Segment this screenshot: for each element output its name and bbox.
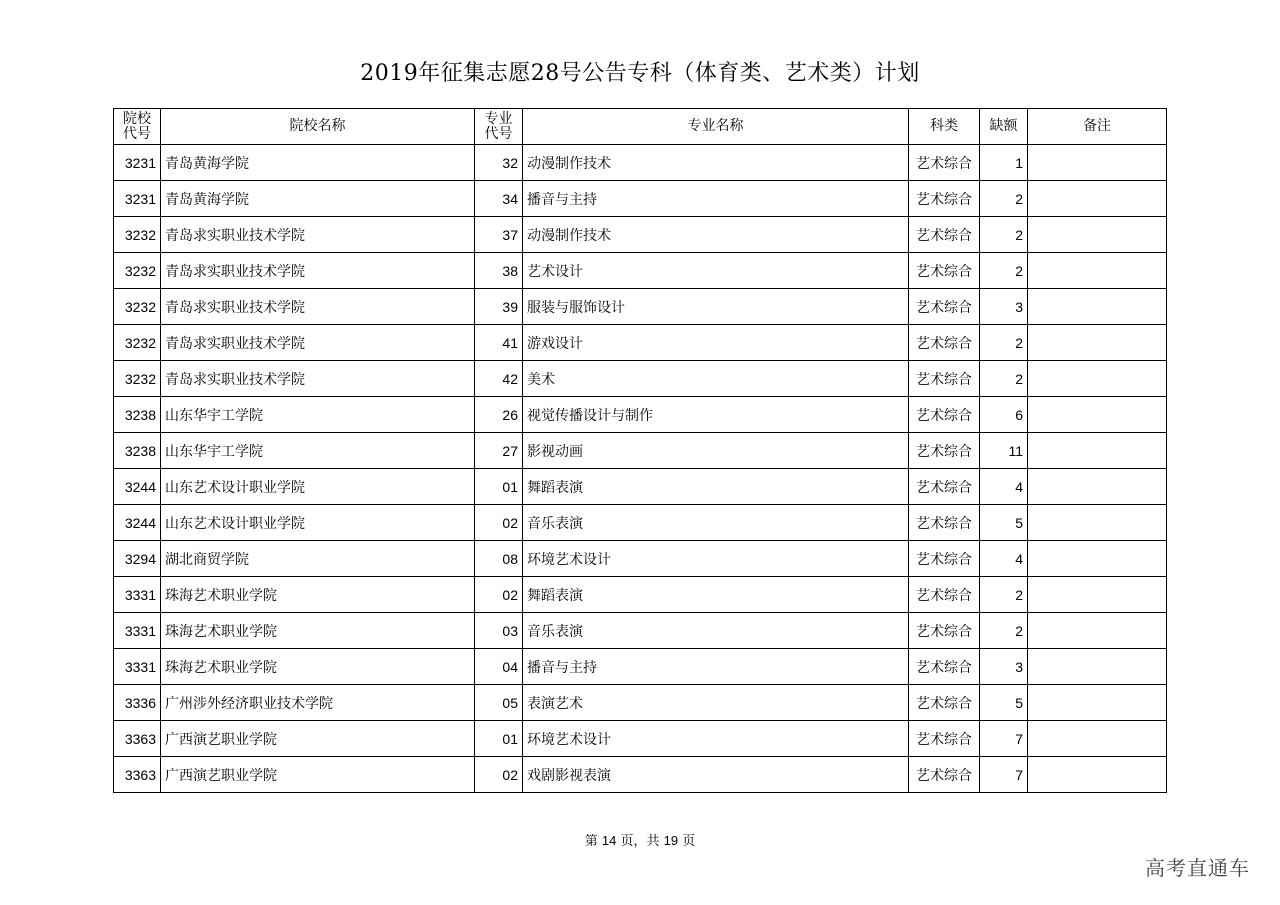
- cell-major-name: 环境艺术设计: [523, 721, 909, 757]
- table-row: [114, 541, 1167, 577]
- cell-vacancies: 6: [980, 397, 1028, 433]
- cell-category: 艺术综合: [909, 361, 980, 397]
- cell-school-code: 3238: [114, 433, 161, 469]
- cell-major-name: 音乐表演: [523, 505, 909, 541]
- header-major-code-line1: 专业: [484, 110, 513, 127]
- cell-category: 艺术综合: [909, 721, 980, 757]
- footer-total-pages: 19: [663, 833, 679, 848]
- header-remarks: 备注: [1028, 109, 1167, 145]
- cell-major-code: 34: [475, 181, 523, 217]
- cell-vacancies: 5: [980, 505, 1028, 541]
- cell-school-name: 珠海艺术职业学院: [161, 649, 475, 685]
- cell-school-name: 山东艺术设计职业学院: [161, 469, 475, 505]
- cell-major-name: 动漫制作技术: [523, 145, 909, 181]
- cell-major-code: 03: [475, 613, 523, 649]
- table-body: [114, 145, 1167, 793]
- header-major-code-line2: 代号: [484, 125, 513, 142]
- cell-remarks: [1028, 145, 1167, 181]
- cell-major-code: 32: [475, 145, 523, 181]
- table-header-row: [114, 109, 1167, 145]
- cell-remarks: [1028, 289, 1167, 325]
- cell-school-code: 3331: [114, 577, 161, 613]
- cell-remarks: [1028, 217, 1167, 253]
- page-footer: [0, 830, 1280, 849]
- cell-major-code: 39: [475, 289, 523, 325]
- cell-remarks: [1028, 721, 1167, 757]
- cell-major-name: 音乐表演: [523, 613, 909, 649]
- cell-school-name: 青岛求实职业技术学院: [161, 325, 475, 361]
- footer-middle: 页，共: [620, 834, 660, 849]
- cell-category: 艺术综合: [909, 325, 980, 361]
- cell-remarks: [1028, 181, 1167, 217]
- cell-category: 艺术综合: [909, 577, 980, 613]
- cell-school-name: 珠海艺术职业学院: [161, 613, 475, 649]
- cell-major-name: 艺术设计: [523, 253, 909, 289]
- cell-major-name: 播音与主持: [523, 181, 909, 217]
- cell-major-name: 播音与主持: [523, 649, 909, 685]
- cell-school-code: 3232: [114, 217, 161, 253]
- table-row: [114, 577, 1167, 613]
- cell-major-code: 27: [475, 433, 523, 469]
- cell-remarks: [1028, 469, 1167, 505]
- cell-vacancies: 7: [980, 721, 1028, 757]
- table-row: [114, 757, 1167, 793]
- cell-remarks: [1028, 541, 1167, 577]
- cell-remarks: [1028, 325, 1167, 361]
- cell-category: 艺术综合: [909, 253, 980, 289]
- cell-school-name: 广西演艺职业学院: [161, 757, 475, 793]
- cell-vacancies: 2: [980, 253, 1028, 289]
- table-row: [114, 505, 1167, 541]
- cell-school-name: 广西演艺职业学院: [161, 721, 475, 757]
- cell-major-code: 08: [475, 541, 523, 577]
- cell-category: 艺术综合: [909, 181, 980, 217]
- cell-vacancies: 7: [980, 757, 1028, 793]
- cell-major-name: 动漫制作技术: [523, 217, 909, 253]
- cell-school-code: 3331: [114, 613, 161, 649]
- cell-major-name: 环境艺术设计: [523, 541, 909, 577]
- cell-major-name: 美术: [523, 361, 909, 397]
- cell-school-code: 3232: [114, 361, 161, 397]
- cell-category: 艺术综合: [909, 289, 980, 325]
- cell-vacancies: 2: [980, 217, 1028, 253]
- table-row: [114, 721, 1167, 757]
- cell-vacancies: 3: [980, 289, 1028, 325]
- cell-vacancies: 5: [980, 685, 1028, 721]
- cell-school-name: 青岛求实职业技术学院: [161, 289, 475, 325]
- cell-major-code: 05: [475, 685, 523, 721]
- cell-school-name: 广州涉外经济职业技术学院: [161, 685, 475, 721]
- plan-table: [113, 108, 1167, 793]
- cell-school-name: 青岛求实职业技术学院: [161, 253, 475, 289]
- table-row: [114, 397, 1167, 433]
- cell-school-name: 青岛求实职业技术学院: [161, 361, 475, 397]
- cell-remarks: [1028, 505, 1167, 541]
- header-school-code-line1: 院校: [123, 110, 151, 127]
- cell-remarks: [1028, 613, 1167, 649]
- footer-page-number: 14: [601, 833, 617, 848]
- table-row: [114, 325, 1167, 361]
- table-row: [114, 361, 1167, 397]
- header-category: 科类: [909, 109, 980, 145]
- table-row: [114, 649, 1167, 685]
- cell-remarks: [1028, 433, 1167, 469]
- cell-major-name: 舞蹈表演: [523, 469, 909, 505]
- header-major-code: [475, 109, 523, 145]
- cell-school-code: 3363: [114, 721, 161, 757]
- cell-major-code: 02: [475, 757, 523, 793]
- cell-vacancies: 11: [980, 433, 1028, 469]
- table-row: [114, 145, 1167, 181]
- cell-school-name: 山东华宇工学院: [161, 397, 475, 433]
- header-school-name: 院校名称: [161, 109, 475, 145]
- table-row: [114, 613, 1167, 649]
- cell-school-code: 3294: [114, 541, 161, 577]
- cell-category: 艺术综合: [909, 757, 980, 793]
- cell-school-code: 3244: [114, 469, 161, 505]
- cell-major-name: 视觉传播设计与制作: [523, 397, 909, 433]
- table-row: [114, 469, 1167, 505]
- cell-school-name: 山东华宇工学院: [161, 433, 475, 469]
- cell-school-name: 青岛求实职业技术学院: [161, 217, 475, 253]
- cell-school-code: 3238: [114, 397, 161, 433]
- cell-major-name: 影视动画: [523, 433, 909, 469]
- table-row: [114, 181, 1167, 217]
- cell-major-name: 服装与服饰设计: [523, 289, 909, 325]
- cell-vacancies: 3: [980, 649, 1028, 685]
- cell-vacancies: 4: [980, 541, 1028, 577]
- cell-category: 艺术综合: [909, 145, 980, 181]
- cell-vacancies: 1: [980, 145, 1028, 181]
- cell-major-code: 02: [475, 577, 523, 613]
- cell-category: 艺术综合: [909, 217, 980, 253]
- cell-category: 艺术综合: [909, 433, 980, 469]
- cell-school-code: 3232: [114, 325, 161, 361]
- cell-category: 艺术综合: [909, 613, 980, 649]
- cell-vacancies: 2: [980, 325, 1028, 361]
- cell-remarks: [1028, 253, 1167, 289]
- table-row: [114, 253, 1167, 289]
- cell-vacancies: 2: [980, 361, 1028, 397]
- cell-school-name: 青岛黄海学院: [161, 181, 475, 217]
- cell-category: 艺术综合: [909, 397, 980, 433]
- cell-category: 艺术综合: [909, 505, 980, 541]
- cell-school-code: 3244: [114, 505, 161, 541]
- cell-major-name: 表演艺术: [523, 685, 909, 721]
- cell-major-code: 02: [475, 505, 523, 541]
- table-row: [114, 217, 1167, 253]
- cell-remarks: [1028, 397, 1167, 433]
- cell-major-name: 舞蹈表演: [523, 577, 909, 613]
- cell-remarks: [1028, 685, 1167, 721]
- cell-major-code: 01: [475, 469, 523, 505]
- footer-suffix: 页: [682, 834, 696, 849]
- cell-major-code: 37: [475, 217, 523, 253]
- cell-school-code: 3232: [114, 289, 161, 325]
- cell-vacancies: 2: [980, 613, 1028, 649]
- watermark: 高考直通车: [1145, 856, 1250, 880]
- header-vacancies: 缺额: [980, 109, 1028, 145]
- cell-remarks: [1028, 757, 1167, 793]
- footer-prefix: 第: [584, 834, 598, 849]
- cell-school-name: 山东艺术设计职业学院: [161, 505, 475, 541]
- cell-school-code: 3232: [114, 253, 161, 289]
- header-major-name: 专业名称: [523, 109, 909, 145]
- cell-school-code: 3231: [114, 145, 161, 181]
- cell-vacancies: 2: [980, 181, 1028, 217]
- cell-major-code: 41: [475, 325, 523, 361]
- page-title: 2019年征集志愿28号公告专科（体育类、艺术类）计划: [360, 61, 920, 86]
- cell-remarks: [1028, 649, 1167, 685]
- cell-remarks: [1028, 577, 1167, 613]
- cell-major-code: 01: [475, 721, 523, 757]
- cell-major-name: 游戏设计: [523, 325, 909, 361]
- cell-major-name: 戏剧影视表演: [523, 757, 909, 793]
- cell-major-code: 42: [475, 361, 523, 397]
- cell-school-name: 珠海艺术职业学院: [161, 577, 475, 613]
- cell-vacancies: 2: [980, 577, 1028, 613]
- table-row: [114, 433, 1167, 469]
- cell-school-name: 湖北商贸学院: [161, 541, 475, 577]
- cell-school-code: 3331: [114, 649, 161, 685]
- cell-category: 艺术综合: [909, 649, 980, 685]
- cell-remarks: [1028, 361, 1167, 397]
- header-school-code: [114, 109, 161, 145]
- cell-category: 艺术综合: [909, 685, 980, 721]
- cell-major-code: 04: [475, 649, 523, 685]
- cell-category: 艺术综合: [909, 541, 980, 577]
- cell-vacancies: 4: [980, 469, 1028, 505]
- cell-major-code: 38: [475, 253, 523, 289]
- cell-school-code: 3363: [114, 757, 161, 793]
- header-school-code-line2: 代号: [123, 125, 151, 142]
- table-row: [114, 289, 1167, 325]
- cell-major-code: 26: [475, 397, 523, 433]
- cell-school-name: 青岛黄海学院: [161, 145, 475, 181]
- cell-category: 艺术综合: [909, 469, 980, 505]
- table-row: [114, 685, 1167, 721]
- cell-school-code: 3231: [114, 181, 161, 217]
- cell-school-code: 3336: [114, 685, 161, 721]
